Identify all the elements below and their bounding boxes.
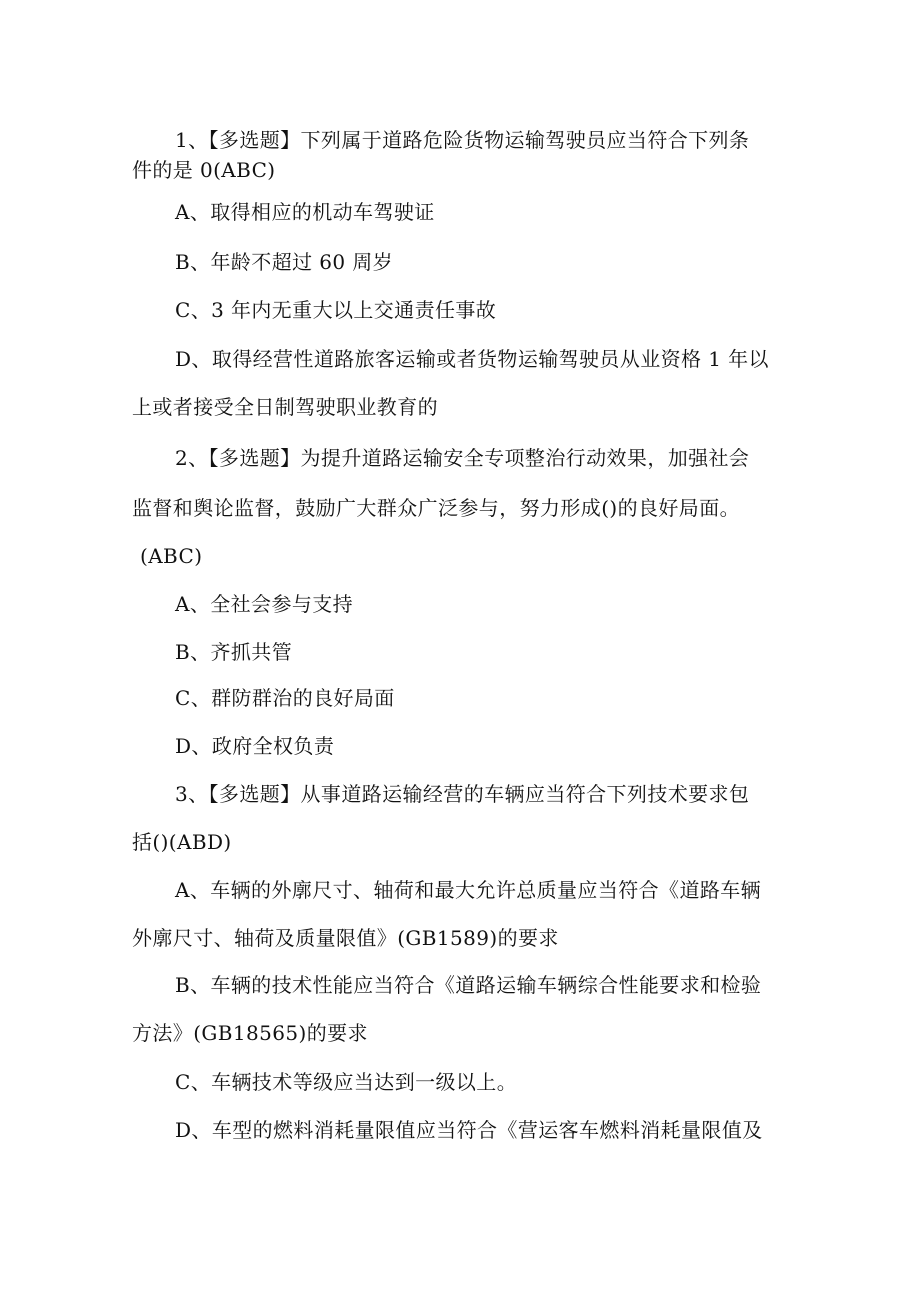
question-2-stem-line-2: 监督和舆论监督，鼓励广大群众广泛参与，努力形成()的良好局面。 (132, 496, 741, 520)
question-2-option-d: D、政府全权负责 (175, 734, 335, 758)
question-3-option-b-line-1: B、车辆的技术性能应当符合《道路运输车辆综合性能要求和检验 (175, 973, 762, 997)
question-1-option-c: C、3 年内无重大以上交通责任事故 (175, 298, 497, 322)
question-2-stem-line-1: 2、【多选题】为提升道路运输安全专项整治行动效果，加强社会 (175, 446, 750, 470)
question-2-stem-line-3: (ABC) (140, 544, 203, 568)
question-2-option-b: B、齐抓共管 (175, 640, 293, 664)
question-3-option-b-line-2: 方法》(GB18565)的要求 (132, 1021, 368, 1045)
question-3-stem-line-1: 3、【多选题】从事道路运输经营的车辆应当符合下列技术要求包 (175, 782, 750, 806)
question-2-option-a: A、全社会参与支持 (175, 592, 354, 616)
question-3-option-c: C、车辆技术等级应当达到一级以上。 (175, 1070, 518, 1094)
question-1-option-a: A、取得相应的机动车驾驶证 (175, 200, 435, 224)
question-1-stem-line-1: 1、【多选题】下列属于道路危险货物运输驾驶员应当符合下列条 (175, 128, 750, 152)
question-1-option-b: B、年龄不超过 60 周岁 (175, 250, 394, 274)
question-1-option-d-line-2: 上或者接受全日制驾驶职业教育的 (132, 395, 438, 419)
question-3-option-d-line-1: D、车型的燃料消耗量限值应当符合《营运客车燃料消耗量限值及 (175, 1118, 763, 1142)
question-2-option-c: C、群防群治的良好局面 (175, 686, 395, 710)
question-1-option-d-line-1: D、取得经营性道路旅客运输或者货物运输驾驶员从业资格 1 年以 (175, 347, 769, 371)
question-1-stem-line-2: 件的是 0(ABC) (132, 158, 276, 182)
question-3-stem-line-2: 括()(ABD) (132, 830, 232, 854)
question-3-option-a-line-1: A、车辆的外廓尺寸、轴荷和最大允许总质量应当符合《道路车辆 (175, 878, 762, 902)
question-3-option-a-line-2: 外廓尺寸、轴荷及质量限值》(GB1589)的要求 (132, 926, 559, 950)
